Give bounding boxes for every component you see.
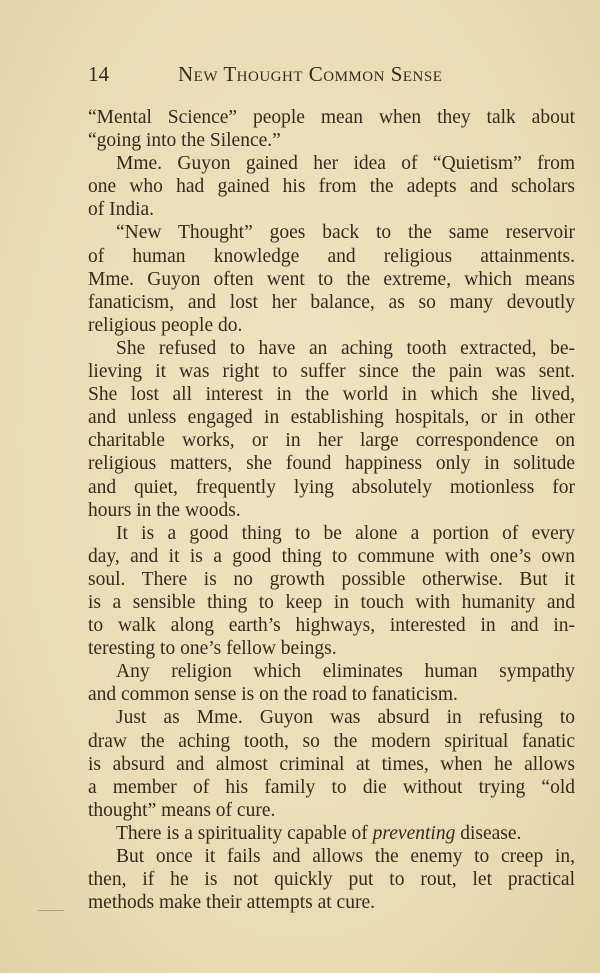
paragraph: [88, 706, 575, 821]
text-line: day, and it is a good thing to commune with one’s own: [88, 545, 575, 567]
text-line: It is a good thing to be alone a portion of every: [116, 522, 575, 544]
text-line: then, if he is not quickly put to rout, let practical: [88, 869, 575, 891]
text-line: Mme. Guyon often went to the extreme, which means: [88, 268, 575, 290]
paragraph: [88, 660, 575, 706]
text-segment: disease.: [455, 822, 522, 844]
running-title: New Thought Common Sense: [178, 62, 443, 86]
text-line: is a sensible thing to keep in touch with humanity and: [88, 591, 575, 613]
text-line: She lost all interest in the world in which she lived,: [88, 384, 575, 406]
text-line: draw the aching tooth, so the modern spiritual fanatic: [88, 730, 575, 752]
text-line: Mme. Guyon gained her idea of “Quietism” from: [116, 153, 575, 175]
paragraph: [88, 106, 575, 152]
text-line: religious matters, she found happiness only in solitude: [88, 453, 575, 475]
text-line: and quiet, frequently lying absolutely motionless for: [88, 476, 575, 498]
text-line: But once it fails and allows the enemy to creep in,: [116, 846, 575, 867]
text-line: “New Thought” goes back to the same reservoir: [116, 222, 575, 244]
text-line: teresting to one’s fellow beings.: [88, 638, 337, 660]
paragraph: [88, 337, 575, 522]
paragraph: [88, 522, 575, 661]
paragraph: [88, 221, 575, 336]
text-segment: There is a spirituality capable of: [116, 822, 373, 844]
text-line: “going into the Silence.”: [88, 130, 281, 152]
text-line: of India.: [88, 199, 155, 221]
text-line: thought” means of cure.: [88, 799, 276, 821]
text-line: hours in the woods.: [88, 499, 241, 521]
text-line: soul. There is no growth possible otherwise. But it: [88, 568, 575, 590]
text-line: a member of his family to die without trying “old: [88, 776, 575, 798]
text-line: of human knowledge and religious attainments.: [88, 245, 575, 267]
text-line: to walk along earth’s highways, interested in and in-: [88, 615, 575, 637]
text-line: “Mental Science” people mean when they talk about: [88, 107, 575, 128]
text-line: lieving it was right to suffer since the pain was sent.: [88, 361, 575, 383]
text-line: and unless engaged in establishing hospitals, or in other: [88, 407, 575, 429]
text-line: charitable works, or in her large correspondence on: [88, 430, 575, 452]
text-line: is absurd and almost criminal at times, when he allows: [88, 753, 575, 775]
text-line: She refused to have an aching tooth extracted, be-: [116, 337, 575, 359]
text-line: Any religion which eliminates human sympathy: [116, 661, 575, 683]
body-text: [88, 106, 575, 914]
page-number: 14: [88, 62, 109, 86]
text-line: fanaticism, and lost her balance, as so many devoutly: [88, 291, 575, 313]
emphasized-word: preventing: [372, 822, 456, 844]
paragraph: [88, 822, 575, 845]
running-header: [88, 62, 575, 90]
text-line: methods make their attempts at cure.: [88, 892, 375, 914]
text-line: religious people do.: [88, 314, 243, 336]
paragraph: [88, 845, 575, 914]
scan-mark: [38, 910, 64, 911]
text-line: Just as Mme. Guyon was absurd in refusing to: [116, 707, 575, 729]
text-line: [88, 822, 575, 845]
paragraph: [88, 152, 575, 221]
text-line: and common sense is on the road to fanaticism.: [88, 684, 458, 706]
text-line: one who had gained his from the adepts and scholars: [88, 176, 575, 198]
